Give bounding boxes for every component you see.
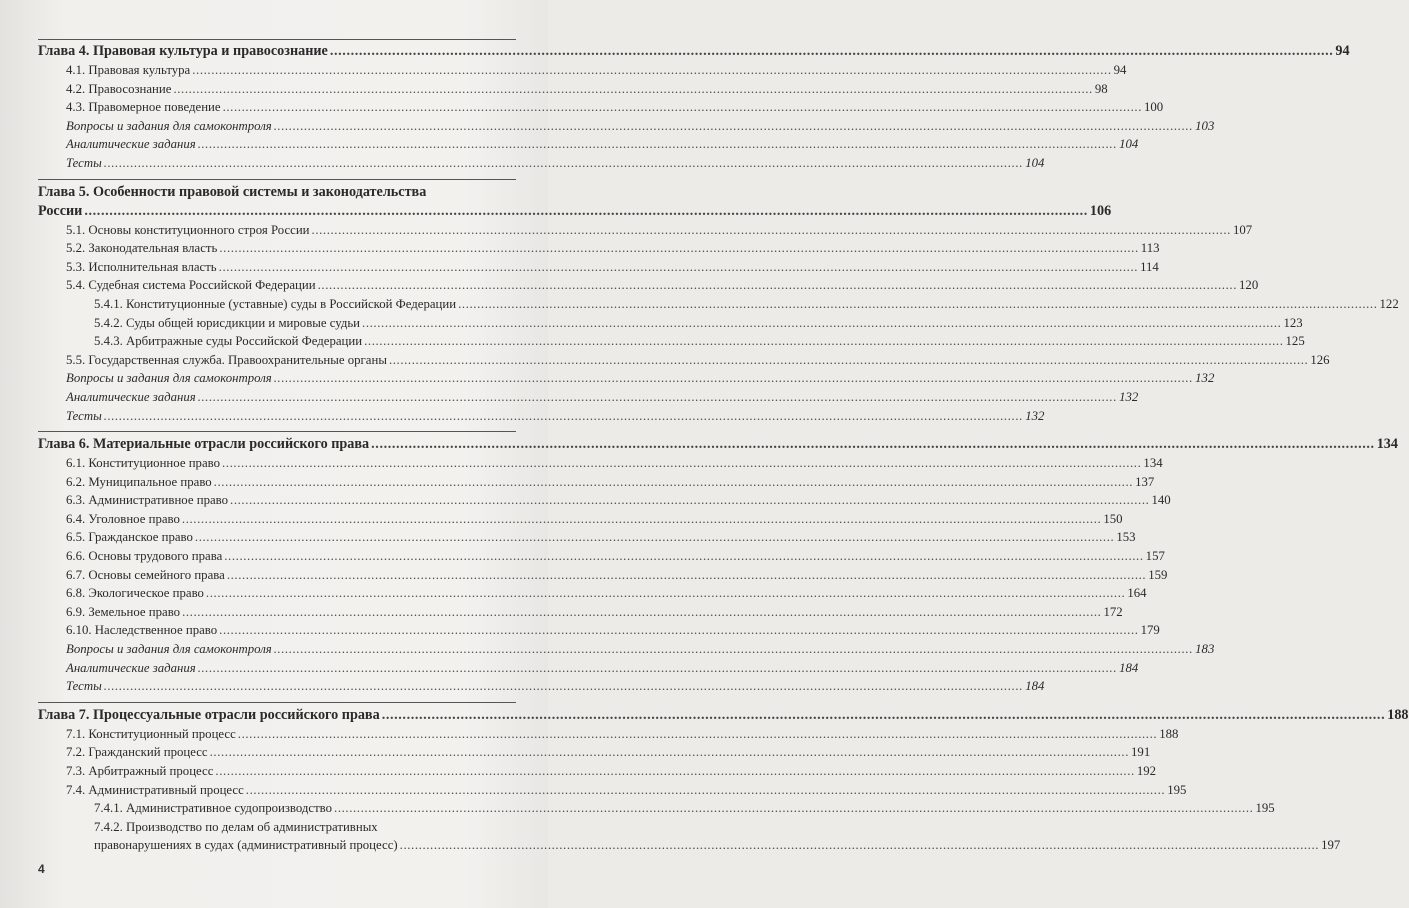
chapter-page: 134 <box>1376 436 1398 453</box>
entry-page: 103 <box>1195 118 1215 133</box>
chapter-5 <box>38 179 1399 426</box>
entry-title: 5.3. Исполнительная власть <box>66 259 217 274</box>
entry-title: 6.1. Конституционное право <box>66 456 220 471</box>
entry-title: 5.1. Основы конституционного строя России <box>66 222 310 237</box>
entry-page: 104 <box>1119 137 1139 152</box>
entry-title: Тесты <box>66 679 102 694</box>
leader-dots <box>274 369 1193 388</box>
entry-title: Тесты <box>66 155 102 170</box>
toc-entry[interactable] <box>38 135 1139 154</box>
entry-page: 107 <box>1232 222 1253 237</box>
toc-entry[interactable] <box>38 621 1160 640</box>
toc-subentry[interactable] <box>38 799 1275 818</box>
leader-dots <box>246 781 1165 800</box>
table-of-contents <box>38 39 1409 861</box>
entry-page: 159 <box>1148 567 1168 582</box>
leader-dots <box>330 42 1334 61</box>
entry-title: 5.4. Судебная система Российской Федерации <box>66 278 316 293</box>
toc-entry[interactable] <box>38 743 1151 762</box>
chapter-title: Глава 7. Процессуальные отрасли российского права <box>38 706 380 723</box>
toc-entry[interactable] <box>38 117 1215 136</box>
entry-page: 195 <box>1255 801 1275 816</box>
toc-entry[interactable] <box>38 491 1171 510</box>
toc-entry[interactable] <box>38 221 1253 240</box>
entry-page: 104 <box>1025 155 1045 170</box>
entry-title: 7.3. Арбитражный процесс <box>66 764 214 778</box>
toc-entry[interactable] <box>38 528 1136 547</box>
entry-page: 120 <box>1239 278 1259 293</box>
chapter-4 <box>38 39 1350 173</box>
entry-page: 192 <box>1136 764 1157 778</box>
leader-dots <box>238 725 1157 744</box>
entry-page: 113 <box>1140 241 1160 256</box>
toc-entry[interactable] <box>38 154 1045 173</box>
leader-dots <box>219 258 1138 277</box>
entry-title: 6.2. Муниципальное право <box>66 474 212 489</box>
entry-title: 6.3. Административное право <box>66 493 229 508</box>
entry-title: Вопросы и задания для самоконтроля <box>66 371 272 386</box>
chapter-heading[interactable] <box>38 706 1409 725</box>
page-number: 4 <box>38 862 45 876</box>
chapter-heading-line1[interactable] <box>38 183 516 202</box>
entry-page: 132 <box>1025 408 1045 423</box>
leader-dots <box>371 435 1375 454</box>
entry-title: 5.4.2. Суды общей юрисдикции и мировые судьи <box>94 315 361 330</box>
leader-dots <box>222 454 1141 473</box>
chapter-page: 106 <box>1089 202 1112 219</box>
chapter-title-cont: России <box>38 202 83 219</box>
toc-entry[interactable] <box>38 407 1045 426</box>
leader-dots <box>362 314 1281 333</box>
leader-dots <box>224 547 1143 566</box>
entry-title: 7.4. Административный процесс <box>66 782 244 797</box>
toc-entry[interactable] <box>38 276 1259 295</box>
entry-title: 5.2. Законодательная власть <box>66 241 218 256</box>
leader-dots <box>364 332 1283 351</box>
entry-title: 7.2. Гражданский процесс <box>66 745 208 760</box>
toc-entry[interactable] <box>38 454 1163 473</box>
leader-dots <box>227 566 1146 585</box>
entry-title: Вопросы и задания для самоконтроля <box>66 118 272 133</box>
entry-title: 4.2. Правосознание <box>66 81 172 96</box>
entry-page: 100 <box>1144 100 1164 115</box>
entry-page: 191 <box>1131 745 1151 760</box>
entry-page: 195 <box>1167 782 1187 797</box>
entry-title: Аналитические задания <box>66 389 196 404</box>
entry-page: 157 <box>1145 549 1165 564</box>
entry-page: 125 <box>1285 334 1305 349</box>
entry-page: 134 <box>1143 456 1163 471</box>
toc-entry[interactable] <box>38 510 1123 529</box>
leader-dots <box>182 510 1101 529</box>
chapter-7 <box>38 702 1409 855</box>
entry-page: 94 <box>1113 63 1127 77</box>
entry-page: 164 <box>1127 586 1147 601</box>
leader-dots <box>198 659 1117 678</box>
leader-dots <box>104 154 1023 173</box>
leader-dots <box>104 677 1023 696</box>
chapter-page: 188 <box>1387 706 1409 723</box>
entry-page: 126 <box>1310 352 1330 367</box>
entry-page: 114 <box>1140 259 1159 274</box>
entry-title: 7.4.2. Производство по делам об административных <box>94 819 378 834</box>
entry-title: 6.5. Гражданское право <box>66 530 193 545</box>
leader-dots <box>382 706 1386 725</box>
leader-dots <box>198 135 1117 154</box>
toc-entry[interactable] <box>38 80 1108 99</box>
entry-title: Тесты <box>66 408 102 423</box>
entry-title-cont: правонарушениях в судах (административный процесс) <box>94 838 398 853</box>
toc-subentry[interactable] <box>38 295 1399 314</box>
leader-dots <box>274 117 1193 136</box>
leader-dots <box>84 202 1088 221</box>
toc-entry[interactable] <box>38 239 1160 258</box>
entry-page: 150 <box>1103 511 1123 526</box>
leader-dots <box>230 491 1149 510</box>
toc-entry[interactable] <box>38 369 1215 388</box>
toc-entry[interactable] <box>38 781 1187 800</box>
toc-entry[interactable] <box>38 473 1155 492</box>
entry-page: 183 <box>1195 642 1215 657</box>
chapter-heading-line2[interactable] <box>38 202 1112 221</box>
toc-entry[interactable] <box>38 584 1147 603</box>
toc-entry[interactable] <box>38 640 1215 659</box>
toc-entry[interactable] <box>38 677 1045 696</box>
toc-entry[interactable] <box>38 659 1139 678</box>
toc-subentry[interactable] <box>38 314 1303 333</box>
toc-subentry[interactable] <box>38 332 1305 351</box>
entry-title: 7.4.1. Административное судопроизводство <box>94 801 333 816</box>
chapter-title: Глава 6. Материальные отрасли российского права <box>38 436 370 453</box>
leader-dots <box>400 836 1319 855</box>
entry-page: 98 <box>1094 81 1108 96</box>
chapter-title: Глава 4. Правовая культура и правосознание <box>38 43 328 59</box>
entry-title: 4.3. Правомерное поведение <box>66 100 221 115</box>
chapter-heading[interactable] <box>38 42 1350 61</box>
toc-entry[interactable] <box>38 258 1159 277</box>
entry-title: 6.6. Основы трудового права <box>66 549 223 564</box>
leader-dots <box>274 640 1193 659</box>
leader-dots <box>104 407 1023 426</box>
chapter-6 <box>38 431 1398 696</box>
entry-page: 188 <box>1159 726 1179 741</box>
leader-dots <box>198 388 1117 407</box>
entry-title: 6.4. Уголовное право <box>66 511 180 526</box>
entry-page: 122 <box>1379 296 1399 311</box>
leader-dots <box>210 743 1129 762</box>
entry-title: Аналитические задания <box>66 137 196 152</box>
leader-dots <box>389 351 1308 370</box>
entry-title: 5.5. Государственная служба. Правоохранительные органы <box>66 352 387 367</box>
entry-page: 184 <box>1119 660 1139 675</box>
toc-subentry-multiline-first[interactable] <box>38 818 516 837</box>
chapter-title: Глава 5. Особенности правовой системы и законодательства <box>38 183 427 200</box>
toc-entry[interactable] <box>38 547 1165 566</box>
entry-title: 4.1. Правовая культура <box>66 63 191 77</box>
leader-dots <box>182 603 1101 622</box>
entry-page: 172 <box>1103 604 1123 619</box>
entry-page: 140 <box>1151 493 1171 508</box>
toc-subentry-multiline-second[interactable] <box>38 836 1341 855</box>
entry-title: 5.4.1. Конституционные (уставные) суды в Российской Федерации <box>94 296 457 311</box>
entry-page: 179 <box>1140 623 1160 638</box>
leader-dots <box>219 621 1138 640</box>
toc-entry[interactable] <box>38 98 1164 117</box>
toc-entry[interactable] <box>38 762 1157 781</box>
entry-page: 132 <box>1195 371 1215 386</box>
toc-entry[interactable] <box>38 603 1123 622</box>
toc-entry[interactable] <box>38 351 1330 370</box>
leader-dots <box>458 295 1377 314</box>
entry-title: 6.8. Экологическое право <box>66 586 204 601</box>
toc-entry[interactable] <box>38 61 1127 80</box>
entry-page: 153 <box>1116 530 1136 545</box>
entry-page: 137 <box>1135 474 1155 489</box>
chapter-page: 94 <box>1335 43 1350 59</box>
entry-title: Вопросы и задания для самоконтроля <box>66 642 272 657</box>
leader-dots <box>206 584 1125 603</box>
entry-title: 6.10. Наследственное право <box>66 623 218 638</box>
toc-entry[interactable] <box>38 388 1139 407</box>
leader-dots <box>312 221 1231 240</box>
leader-dots <box>334 799 1253 818</box>
entry-title: 5.4.3. Арбитражные суды Российской Федерации <box>94 334 363 349</box>
leader-dots <box>215 762 1134 781</box>
entry-title: 6.7. Основы семейного права <box>66 567 225 582</box>
entry-page: 184 <box>1025 679 1045 694</box>
toc-entry[interactable] <box>38 725 1179 744</box>
entry-page: 132 <box>1119 389 1139 404</box>
leader-dots <box>192 61 1111 80</box>
entry-title: Аналитические задания <box>66 660 196 675</box>
leader-dots <box>223 98 1142 117</box>
entry-page: 123 <box>1283 315 1303 330</box>
entry-page: 197 <box>1321 838 1341 853</box>
leader-dots <box>173 80 1092 99</box>
leader-dots <box>219 239 1138 258</box>
entry-title: 6.9. Земельное право <box>66 604 181 619</box>
toc-entry[interactable] <box>38 566 1168 585</box>
entry-title: 7.1. Конституционный процесс <box>66 726 236 741</box>
chapter-heading[interactable] <box>38 435 1398 454</box>
leader-dots <box>318 276 1237 295</box>
leader-dots <box>195 528 1114 547</box>
leader-dots <box>214 473 1133 492</box>
